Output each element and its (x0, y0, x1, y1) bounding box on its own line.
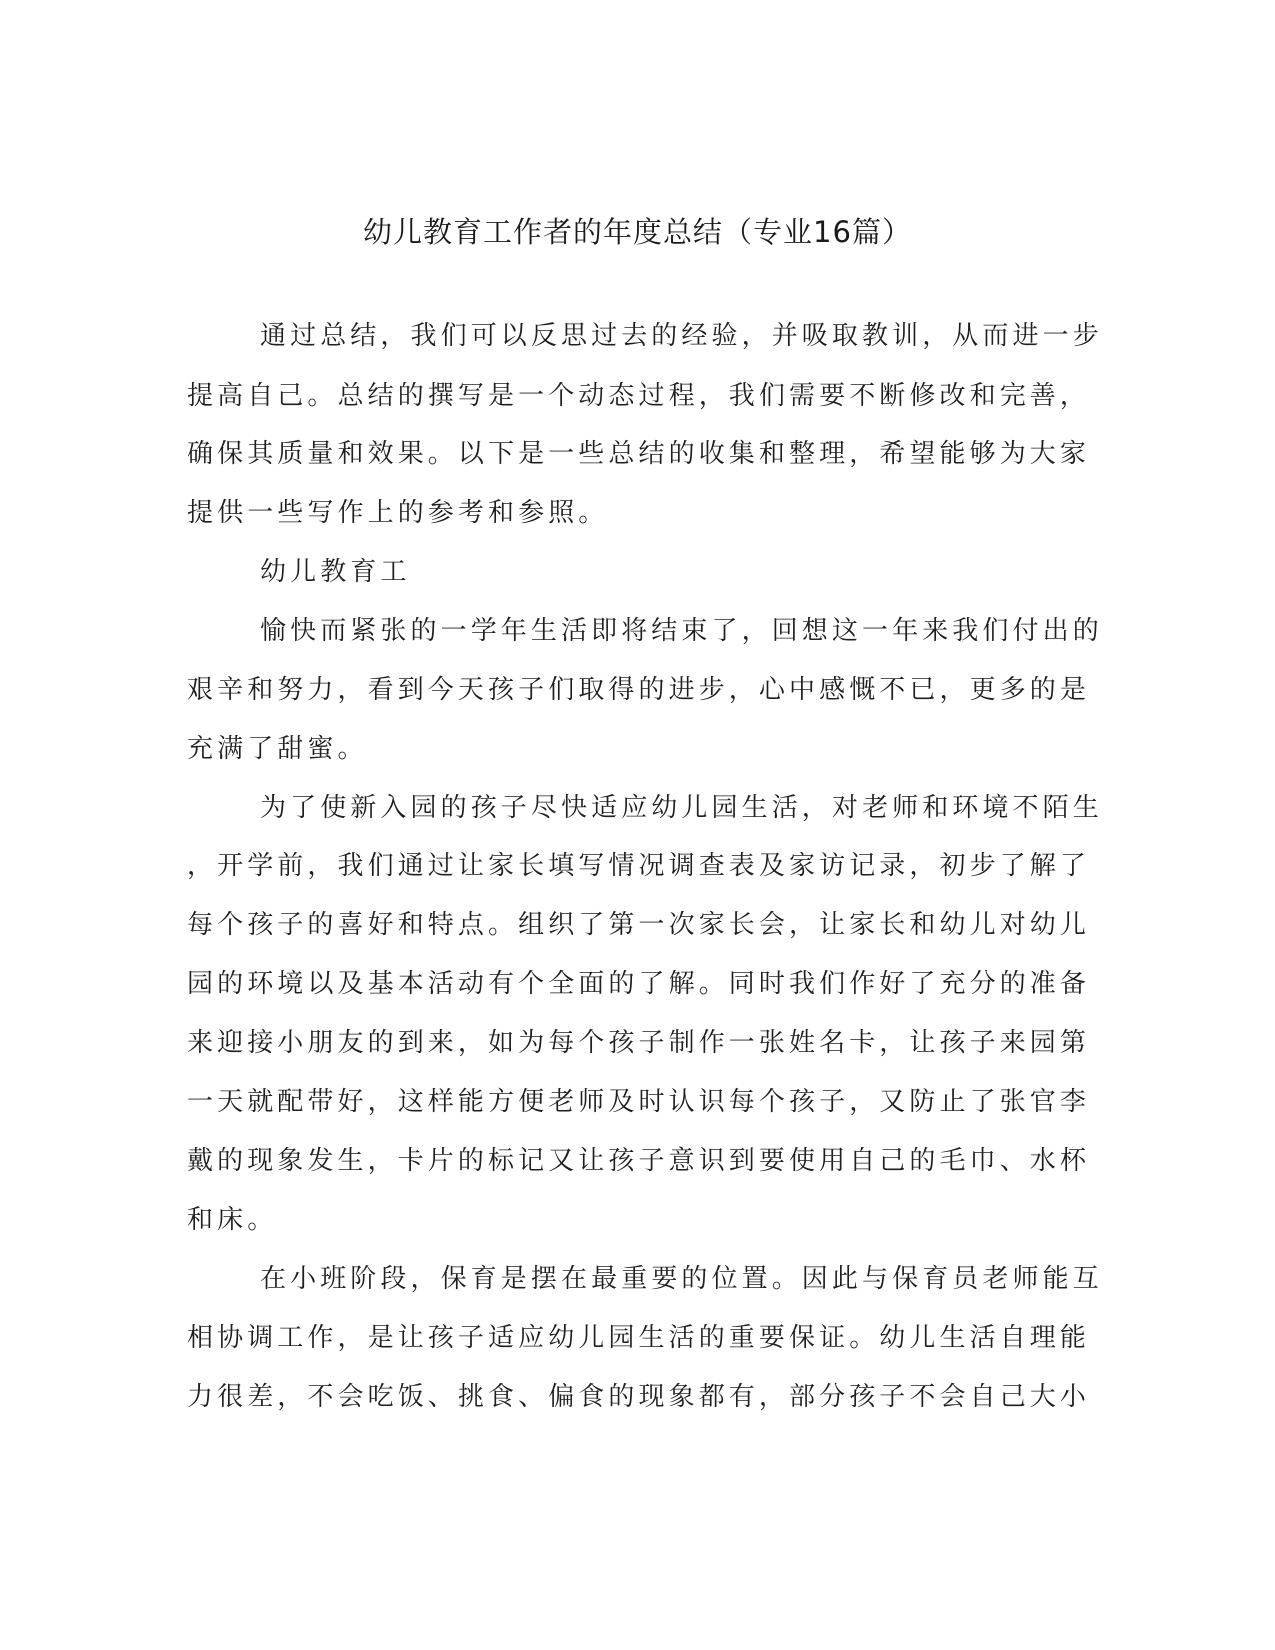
paragraph-line: 艰辛和努力，看到今天孩子们取得的进步，心中感慨不已，更多的是 (187, 675, 1091, 705)
paragraph-line: 每个孩子的喜好和特点。组织了第一次家长会，让家长和幼儿对幼儿 (187, 910, 1091, 940)
paragraph-line: 戴的现象发生，卡片的标记又让孩子意识到要使用自己的毛巾、水杯 (187, 1146, 1091, 1176)
paragraph-line: 为了使新入园的孩子尽快适应幼儿园生活，对老师和环境不陌生 (260, 793, 1103, 823)
paragraph-line: 提供一些写作上的参考和参照。 (187, 498, 609, 528)
paragraph-line: 确保其质量和效果。以下是一些总结的收集和整理，希望能够为大家 (187, 439, 1091, 469)
paragraph-line: 在小班阶段，保育是摆在最重要的位置。因此与保育员老师能互 (260, 1264, 1103, 1294)
paragraph-line: 和床。 (187, 1205, 278, 1235)
paragraph-line: 愉快而紧张的一学年生活即将结束了，回想这一年来我们付出的 (260, 616, 1103, 646)
paragraph-line: 通过总结，我们可以反思过去的经验，并吸取教训，从而进一步 (260, 321, 1103, 351)
paragraph-line: 园的环境以及基本活动有个全面的了解。同时我们作好了充分的准备 (187, 969, 1091, 999)
paragraph-line: 充满了甜蜜。 (187, 734, 368, 764)
paragraph-line: 提高自己。总结的撰写是一个动态过程，我们需要不断修改和完善， (187, 381, 1091, 411)
paragraph-line: 力很差，不会吃饭、挑食、偏食的现象都有，部分孩子不会自己大小 (187, 1382, 1091, 1412)
paragraph-line: 相协调工作，是让孩子适应幼儿园生活的重要保证。幼儿生活自理能 (187, 1323, 1091, 1353)
paragraph-line: 一天就配带好，这样能方便老师及时认识每个孩子，又防止了张官李 (187, 1087, 1091, 1117)
section-heading-line: 幼儿教育工 (260, 557, 411, 587)
document-title: 幼儿教育工作者的年度总结（专业16篇） (363, 215, 912, 249)
paragraph-line: 来迎接小朋友的到来，如为每个孩子制作一张姓名卡，让孩子来园第 (187, 1028, 1091, 1058)
paragraph-line: ，开学前，我们通过让家长填写情况调查表及家访记录，初步了解了 (187, 851, 1091, 881)
